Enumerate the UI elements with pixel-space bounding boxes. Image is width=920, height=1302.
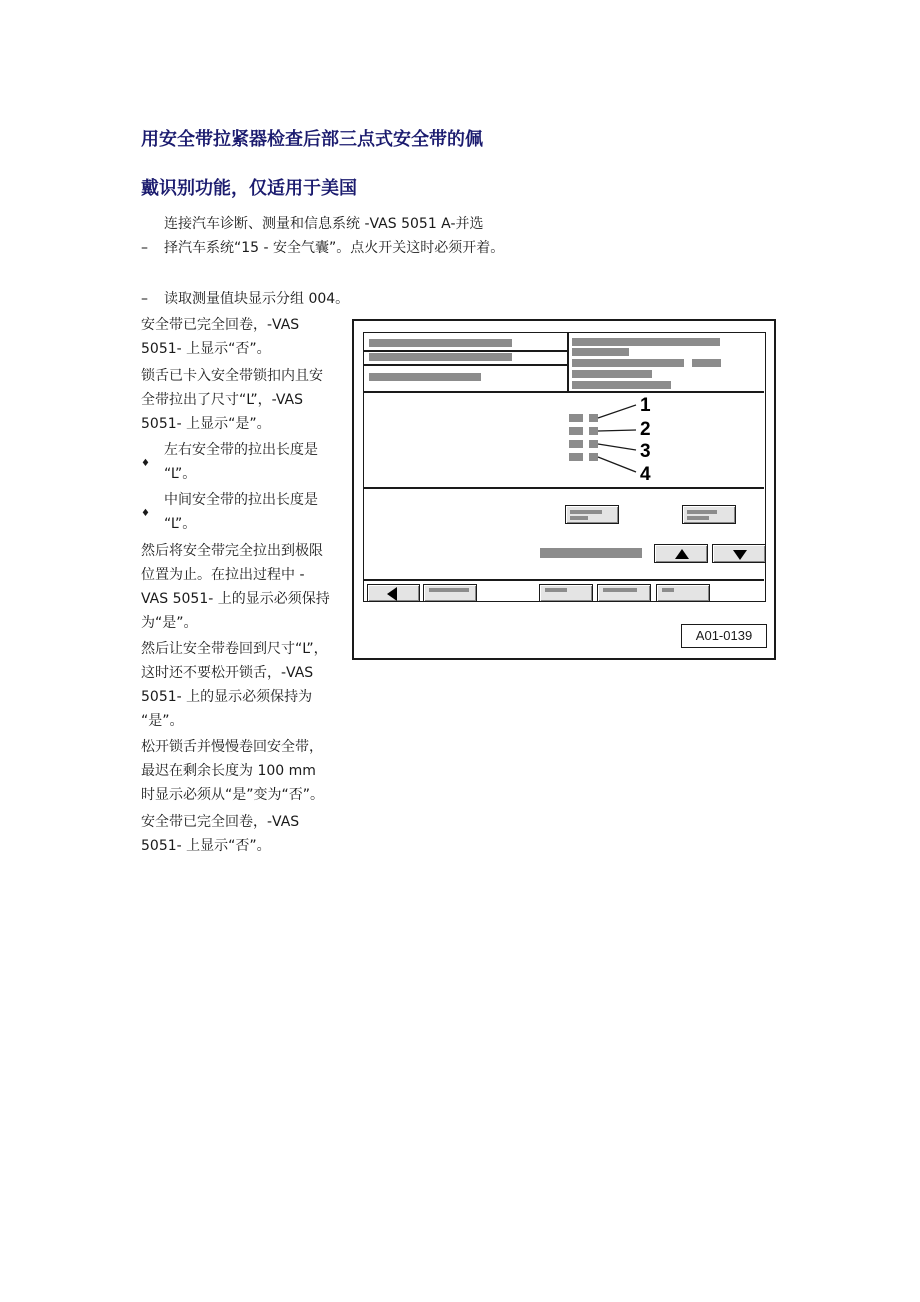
p3-line-1: 然后将安全带完全拉出到极限 bbox=[141, 543, 323, 559]
bullet-1-line-1: 左右安全带的拉出长度是 bbox=[164, 442, 318, 458]
function-button-1[interactable] bbox=[565, 505, 619, 524]
p3-line-2: 位置为止。在拉出过程中 - bbox=[141, 567, 305, 583]
back-button[interactable] bbox=[367, 584, 420, 602]
bottom-button-2[interactable] bbox=[539, 584, 593, 602]
step-2-text: 读取测量值块显示分组 004。 bbox=[164, 291, 350, 307]
step-2-dash: – bbox=[141, 291, 148, 307]
p5-line-3: 时显示必须从“是”变为“否”。 bbox=[141, 787, 325, 803]
callout-4: 4 bbox=[640, 464, 651, 485]
bullet-2-line-2: “L”。 bbox=[164, 516, 197, 532]
p4-line-2: 这时还不要松开锁舌，-VAS bbox=[141, 665, 314, 681]
bottom-button-1[interactable] bbox=[423, 584, 477, 602]
triangle-up-icon bbox=[655, 545, 709, 564]
page-title-line-2: 戴识别功能，仅适用于美国 bbox=[141, 178, 357, 199]
bullet-1-marker: ♦ bbox=[141, 458, 150, 469]
bottom-button-4[interactable] bbox=[656, 584, 710, 602]
p6-line-1: 安全带已完全回卷，-VAS bbox=[141, 814, 300, 830]
p4-line-3: 5051- 上的显示必须保持为 bbox=[141, 689, 313, 705]
step-1-line-2: 择汽车系统“15 - 安全气囊”。点火开关这时必须开着。 bbox=[164, 240, 505, 256]
triangle-down-icon bbox=[713, 545, 767, 564]
step-1-dash: – bbox=[141, 240, 148, 256]
bullet-2-line-1: 中间安全带的拉出长度是 bbox=[164, 492, 318, 508]
p2-line-1: 锁舌已卡入安全带锁扣内且安 bbox=[141, 368, 323, 384]
callout-3: 3 bbox=[640, 441, 651, 462]
p2-line-2: 全带拉出了尺寸“L”，-VAS bbox=[141, 392, 304, 408]
p1-line-1: 安全带已完全回卷，-VAS bbox=[141, 317, 300, 333]
p2-line-3: 5051- 上显示“是”。 bbox=[141, 416, 271, 432]
scroll-indicator bbox=[540, 548, 642, 558]
function-button-2[interactable] bbox=[682, 505, 736, 524]
bottom-button-3[interactable] bbox=[597, 584, 651, 602]
callout-1: 1 bbox=[640, 395, 651, 416]
figure-label: A01-0139 bbox=[681, 624, 767, 648]
bullet-1-line-2: “L”。 bbox=[164, 466, 197, 482]
p4-line-1: 然后让安全带卷回到尺寸“L”， bbox=[141, 641, 328, 657]
bullet-2-marker: ♦ bbox=[141, 508, 150, 519]
p6-line-2: 5051- 上显示“否”。 bbox=[141, 838, 271, 854]
vas5051-screen-figure bbox=[352, 319, 776, 660]
vas5051-screen bbox=[363, 332, 766, 602]
p1-line-2: 5051- 上显示“否”。 bbox=[141, 341, 271, 357]
p3-line-3: VAS 5051- 上的显示必须保持 bbox=[141, 591, 330, 607]
scroll-down-button[interactable] bbox=[712, 544, 766, 563]
p4-line-4: “是”。 bbox=[141, 713, 184, 729]
page-title-line-1: 用安全带拉紧器检查后部三点式安全带的佩 bbox=[141, 129, 483, 150]
scroll-up-button[interactable] bbox=[654, 544, 708, 563]
step-1-line-1: 连接汽车诊断、测量和信息系统 -VAS 5051 A-并选 bbox=[164, 216, 484, 232]
bottom-bar-line bbox=[364, 579, 764, 581]
p5-line-1: 松开锁舌并慢慢卷回安全带， bbox=[141, 739, 323, 755]
triangle-left-icon bbox=[368, 585, 421, 603]
p3-line-4: 为“是”。 bbox=[141, 615, 198, 631]
data-area-bottom-line bbox=[364, 487, 764, 489]
p5-line-2: 最迟在剩余长度为 100 mm bbox=[141, 763, 316, 779]
callout-2: 2 bbox=[640, 419, 651, 440]
